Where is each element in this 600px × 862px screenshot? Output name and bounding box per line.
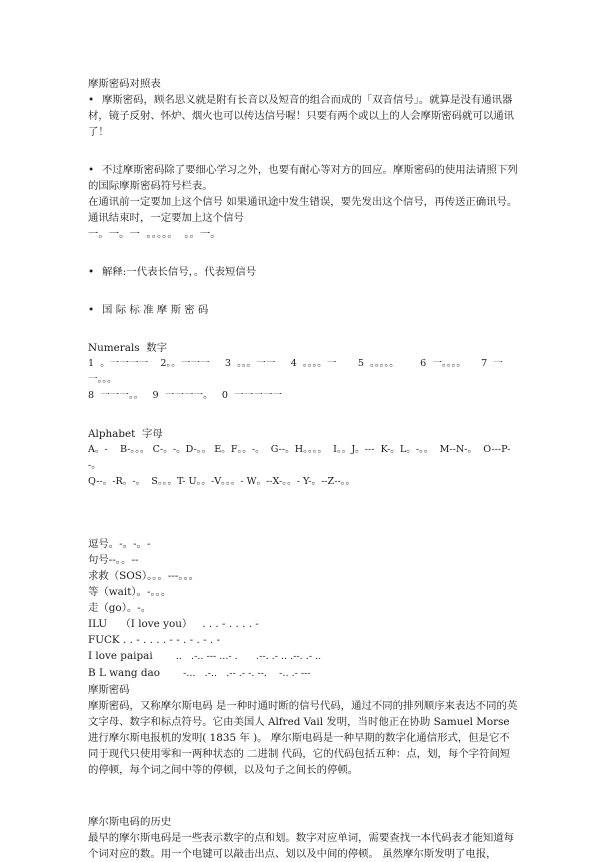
history-paragraph: 最早的摩尔斯电码是一些表示数字的点和划。数字对应单词，需要查找一本代码表才能知道每个词对应的数。用一个电键可以敲击出点、划以及中间的停顿。 虽然摩尔斯发明了电报， — [88, 832, 515, 860]
fuck-code: FUCK . . - . . . . - - . - . - . - — [88, 634, 221, 646]
intro-text-1: 摩斯密码，顾名思义就是附有长音以及短音的组合而成的「双音信号」。就算是没有通讯器材，镜子反射、怀炉、烟火也可以传达信号喔！只要有两个或以上的人会摩斯密码就可以通讯了！ — [88, 94, 515, 138]
ilu-code: ILU （I love you） . . . - . . . . - — [88, 618, 259, 630]
numerals-row-2: 8 一一一。。 9 一一一一。 0 一一一一一 — [88, 390, 283, 401]
sos-code: 求救（SOS）。。。---。。。 — [88, 570, 200, 582]
blwang-code: -... .-.. .-- .- -. --. -.. .- --- — [183, 668, 311, 679]
morse-paragraph: 摩斯密码，又称摩尔斯电码 是一种时通时断的信号代码，通过不同的排列顺序来表达不同的英文字母、数字和标点符号。它由美国人 Alfred Vail 发明，当时他正在协助 Samuel Morse 进行摩尔斯电报机的发明( 1835 年 )。 摩尔斯电码是一种早期的数字化通信形式，但是它不同于现代只使用零和一两种状态的 二进制 代码，它的代码包括五种：点，划，每个字符间短的停顿，每个词之间中等的停顿，以及句子之间长的停顿。 — [88, 700, 518, 776]
intl-title-line — [88, 302, 520, 318]
explain-text: 解释:一代表长信号，。代表短信号 — [102, 266, 257, 278]
doc-title: 摩斯密码对照表 — [88, 78, 161, 90]
usage-line-2: 一。一。一 。。。。。 。。一。 — [88, 228, 221, 240]
usage-line-1: 在通讯前一定要加上这个信号 如果通讯途中发生错误，要先发出这个信号，再传送正确讯号。 通讯结束时，一定要加上这个信号 — [88, 196, 518, 224]
alphabet-row-2: Q--。-R。-。 S。。。T- U。。-V。。。- W。--X-。。- Y-。--Z--。。 — [88, 476, 356, 487]
document-body — [88, 76, 520, 862]
alphabet-row-1: A。- B-。。。 C-。-。D-。。 E。F。。-。 G--。H。。。。 I。。J。--- K-。L。-。。 M--N-。 O---P--。 — [88, 444, 511, 471]
bullet-icon: • — [88, 266, 95, 278]
intro-paragraph-1 — [88, 92, 520, 140]
ilove-paipai-line — [88, 648, 520, 665]
blwang-line — [88, 665, 520, 682]
intro-paragraph-2 — [88, 162, 520, 194]
bullet-icon: • — [88, 164, 95, 176]
numerals-row-1: 1 。一一一一 2。。一一一 3 。。。一一 4 。。。。一 5 。。。。。 6 一。。。。 7 一一。。。 — [88, 358, 503, 385]
go-code: 走（go）。-。 — [88, 602, 152, 614]
morse-title: 摩斯密码 — [88, 684, 130, 696]
alphabet-title: Alphabet 字母 — [88, 428, 163, 440]
bullet-icon: • — [88, 304, 95, 316]
history-title: 摩尔斯电码的历史 — [88, 816, 172, 828]
explain-line — [88, 264, 520, 280]
ilove-code: .. .-.. --- ...- . .--. .- .. .--. .- .. — [175, 651, 322, 662]
blwang-label: B L wang dao — [88, 667, 160, 679]
intl-title: 国 际 标 准 摩 斯 密 码 — [102, 304, 209, 316]
period-code: 句号--。。-- — [88, 554, 139, 566]
intro-text-2: 不过摩斯密码除了要细心学习之外，也要有耐心等对方的回应。摩斯密码的使用法请照下列的国际摩斯密码符号栏表。 — [88, 164, 518, 192]
wait-code: 等（wait）。-。。。 — [88, 586, 172, 598]
numerals-title: Numerals 数字 — [88, 342, 167, 354]
bullet-icon: • — [88, 94, 95, 106]
comma-code: 逗号。-。-。- — [88, 538, 151, 550]
ilove-label: I love paipai — [88, 650, 153, 662]
